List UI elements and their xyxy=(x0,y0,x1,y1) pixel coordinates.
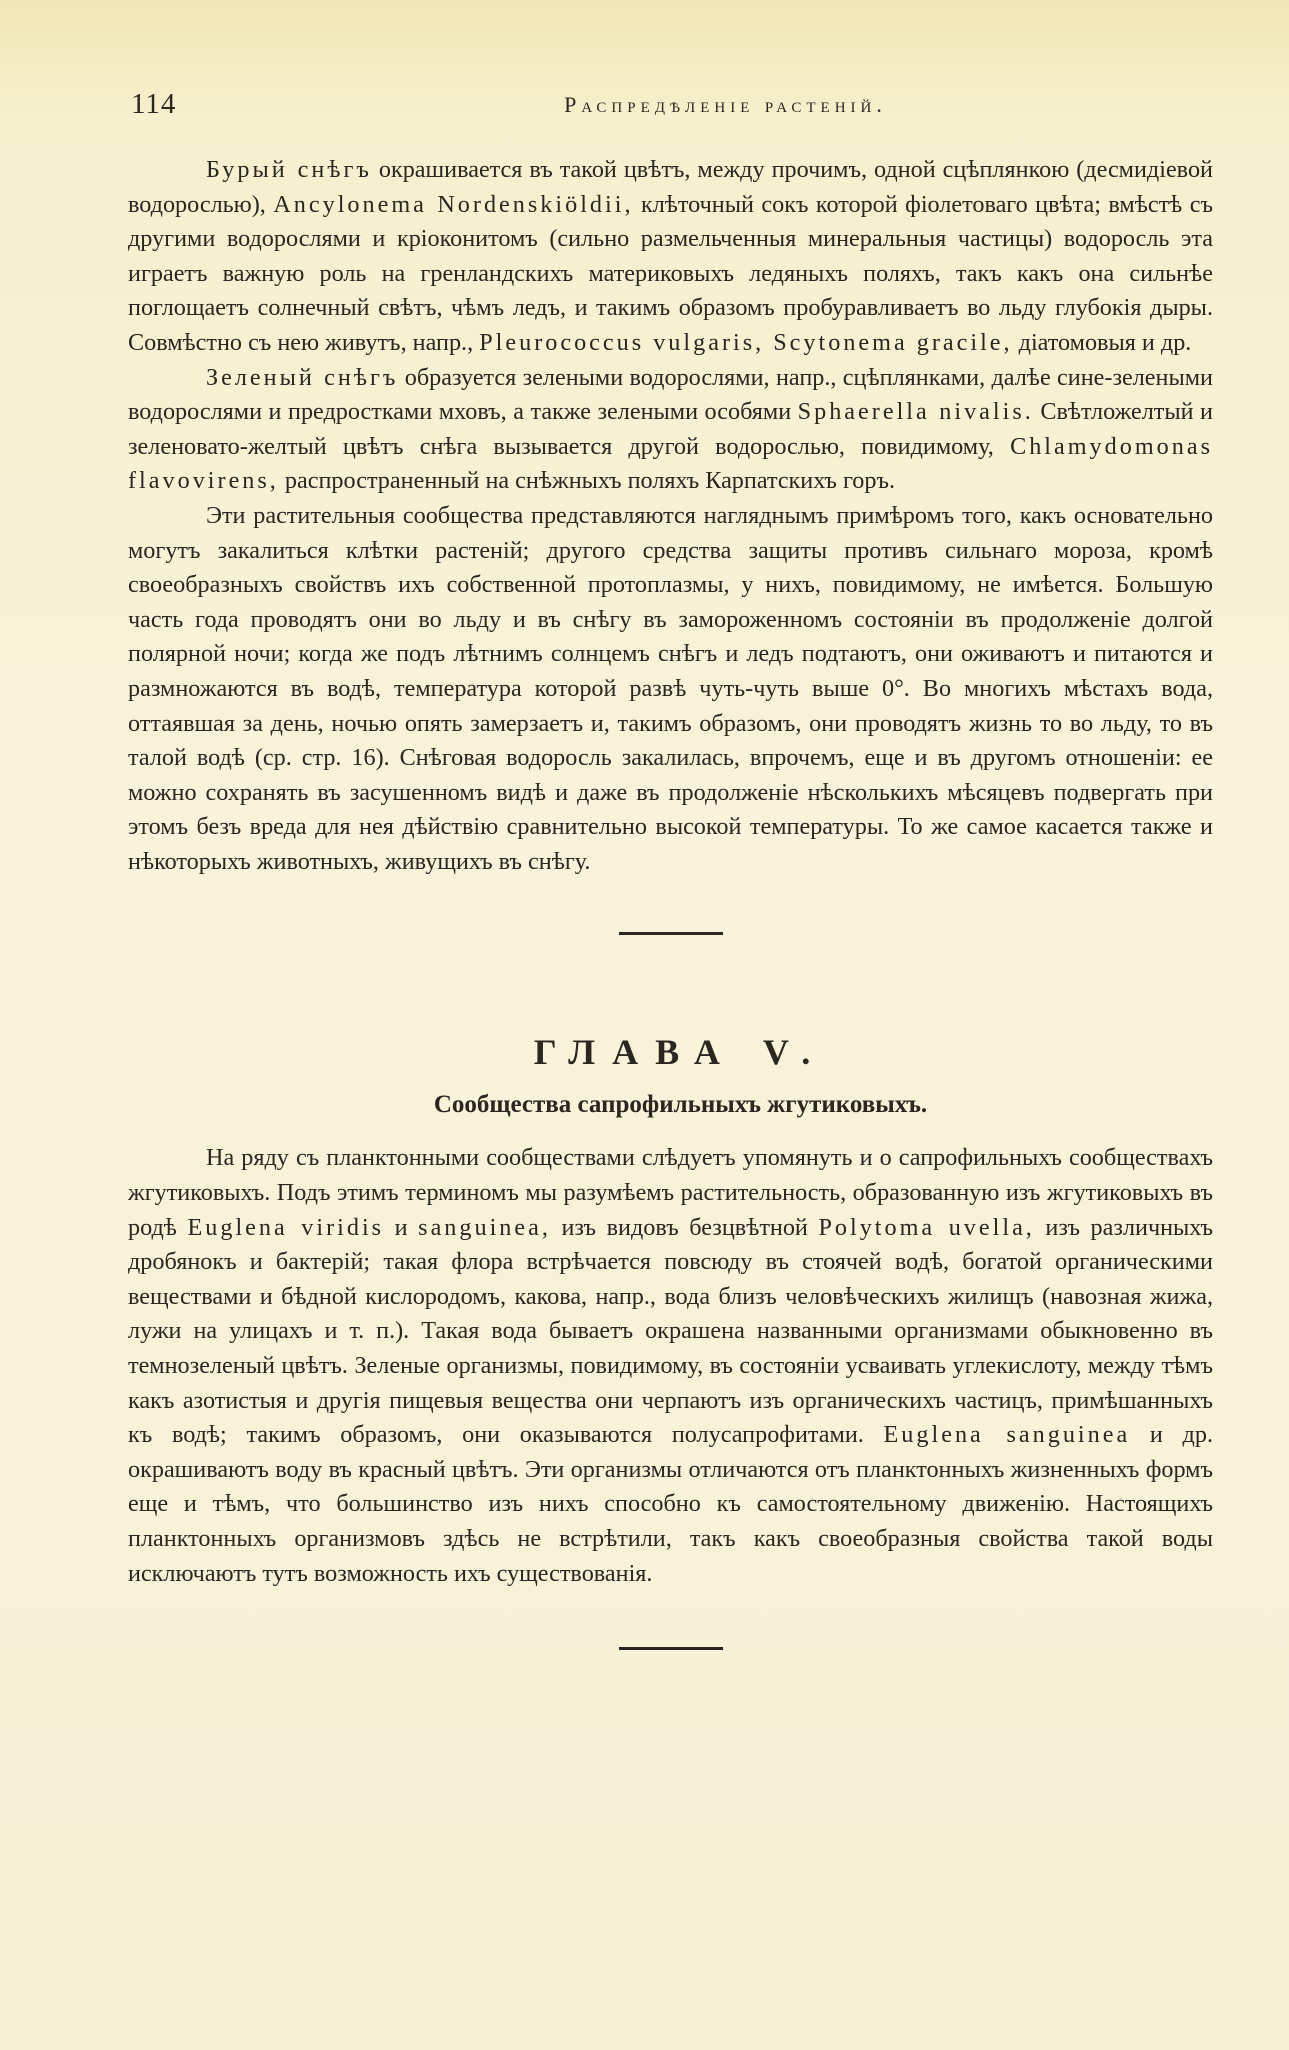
text-span: На ряду съ планктонными сообществами слѣдуетъ упомянуть и о сапрофильныхъ сообществахъ жгутиковыхъ. Подъ этимъ терминомъ мы разумѣемъ растительность, образованную изъ жгутиковыхъ въ родѣ xyxy=(128,1144,1213,1241)
text-span: окрашивается въ такой цвѣтъ, между прочимъ, одной сцѣплянкою (десмидіевой водорослью), xyxy=(128,156,1213,218)
species-name: sanguinea, xyxy=(418,1213,551,1241)
section-divider xyxy=(619,932,723,935)
term-green-snow: Зеленый снѣгъ xyxy=(206,363,399,391)
species-name: Ancylonema Nordenskiöldii, xyxy=(273,190,634,218)
text-span: и xyxy=(384,1213,419,1241)
end-divider xyxy=(619,1647,723,1650)
paragraph-saprophytic-flagellates xyxy=(128,1141,1213,1591)
species-name: Sphaerella nivalis. xyxy=(797,398,1034,426)
species-name: Polytoma uvella, xyxy=(818,1213,1035,1241)
paragraph-brown-snow xyxy=(128,153,1213,361)
text-span: Свѣтложелтый и зеленовато-желтый цвѣтъ снѣга вызывается другой водорослью, повидимому, xyxy=(128,398,1213,460)
chapter-title: ГЛАВА V. xyxy=(533,1032,828,1073)
text-span: діатомовыя и др. xyxy=(1012,328,1192,356)
paragraph-green-snow xyxy=(128,361,1213,499)
page-number: 114 xyxy=(131,88,177,120)
species-name: Pleurococcus vulgaris, Scytonema gracile, xyxy=(479,328,1013,356)
text-span: образуется зелеными водорослями, напр., сцѣплянками, далѣе сине-зелеными водорослями и предростками мховъ, а также зелеными особями xyxy=(128,363,1213,426)
paragraph-hardening xyxy=(128,499,1213,880)
page-header xyxy=(128,88,1213,128)
species-name: Euglena sanguinea xyxy=(883,1421,1131,1449)
chapter-subtitle: Сообщества сапрофильныхъ жгутиковыхъ. xyxy=(433,1091,928,1119)
text-span: распространенный на снѣжныхъ поляхъ Карпатскихъ горъ. xyxy=(278,467,896,495)
text-span: изъ видовъ безцвѣтной xyxy=(550,1213,819,1241)
text-span: и др. окрашиваютъ воду въ красный цвѣтъ. Эти организмы отличаются отъ планктонныхъ жизненныхъ формъ еще и тѣмъ, что большинство изъ нихъ способно къ самостоятельному движенію. Настоящихъ планктонныхъ организмовъ здѣсь не встрѣтили, такъ какъ своеобразныя свойства такой воды исключаютъ тутъ возможность ихъ существованія. xyxy=(128,1421,1213,1587)
species-name: Euglena viridis xyxy=(187,1213,385,1241)
running-title: Распредѣленіе растеній. xyxy=(564,92,887,117)
text-span: изъ различныхъ дробянокъ и бактерій; такая флора встрѣчается повсюду въ стоячей водѣ, богатой органическими веществами и бѣдной кислородомъ, какова, напр., вода близъ человѣческихъ жилищъ (навозная жижа, лужи на улицахъ и т. п.). Такая вода бываетъ окрашена названными организмами обыкновенно въ темнозеленый цвѣтъ. Зеленые организмы, повидимому, въ состояніи усваивать углекислоту, между тѣмъ какъ азотистыя и другія пищевыя вещества они черпаютъ изъ органическихъ частицъ, примѣшанныхъ къ водѣ; такимъ образомъ, они оказываются полусапрофитами. xyxy=(128,1213,1213,1449)
term-brown-snow: Бурый снѣгъ xyxy=(206,156,372,183)
species-name: Chlamydomonas flavovirens, xyxy=(128,432,1213,495)
text-span: клѣточный сокъ которой фіолетоваго цвѣта; вмѣстѣ съ другими водорослями и кріоконитомъ (сильно размельченныя минеральныя частицы) водоросль эта играетъ важную роль на гренландскихъ материковыхъ ледяныхъ поляхъ, такъ какъ она сильнѣе поглощаетъ солнечный свѣтъ, чѣмъ ледъ, и такимъ образомъ пробуравливаетъ во льду глубокія дыры. Совмѣстно съ нею живутъ, напр., xyxy=(128,190,1214,356)
text-span: Эти растительныя сообщества представляются нагляднымъ примѣромъ того, какъ основательно могутъ закалиться клѣтки растеній; другого средства защиты противъ сильнаго мороза, кромѣ своеобразныхъ свойствъ ихъ собственной протоплазмы, у нихъ, повидимому, не имѣется. Большую часть года проводятъ они во льду и въ снѣгу въ замороженномъ состояніи въ продолженіе долгой полярной ночи; когда же подъ лѣтнимъ солнцемъ снѣгъ и ледъ подтаютъ, они оживаютъ и питаются и размножаются въ водѣ, температура которой развѣ чуть-чуть выше 0°. Во многихъ мѣстахъ вода, оттаявшая за день, ночью опять замерзаетъ и, такимъ образомъ, они проводятъ жизнь то во льду, то въ талой водѣ (ср. стр. 16). Снѣговая водоросль закалилась, впрочемъ, еще и въ другомъ отношеніи: ее можно сохранять въ засушенномъ видѣ и даже въ продолженіе нѣсколькихъ мѣсяцевъ подвергать при этомъ безъ вреда для нея дѣйствію сравнительно высокой температуры. То же самое касается также и нѣкоторыхъ животныхъ, живущихъ въ снѣгу. xyxy=(128,501,1213,875)
book-page xyxy=(128,88,1213,1650)
